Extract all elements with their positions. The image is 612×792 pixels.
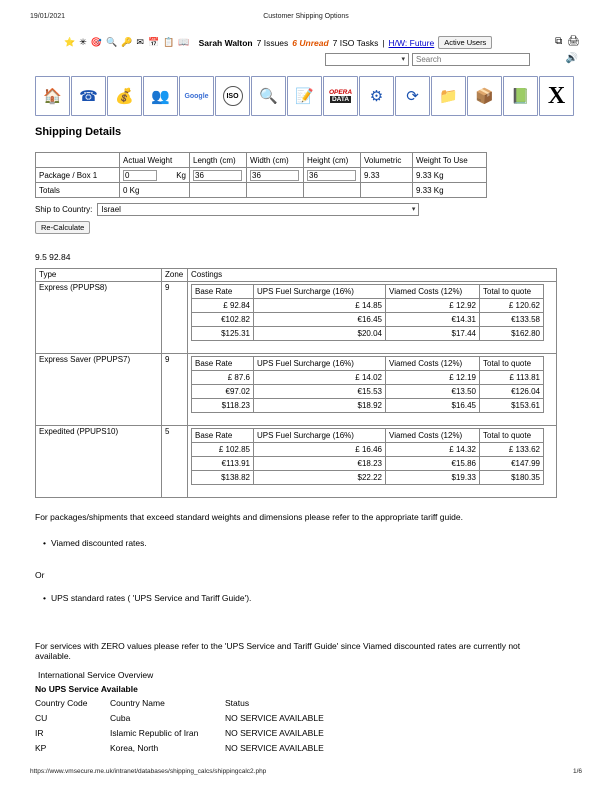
col-fuel-surcharge: UPS Fuel Surcharge (16%) [254, 357, 386, 371]
service-costings-cell [188, 426, 557, 498]
col-country-code: Country Code [35, 698, 88, 709]
book-icon[interactable]: 📖 [178, 37, 190, 47]
usd-row [192, 327, 544, 341]
service-costings-cell [188, 282, 557, 354]
settings-button[interactable] [359, 76, 394, 116]
cost-cell: €13.50 [386, 385, 480, 399]
money-icon: 💰 [115, 88, 134, 105]
cost-cell: £ 133.62 [480, 443, 544, 457]
package-row [36, 168, 487, 183]
notebook-icon: 📗 [511, 88, 530, 105]
page-number: 1/6 [572, 768, 582, 775]
active-users-button[interactable]: Active Users [438, 36, 492, 49]
cost-cell: $162.80 [480, 327, 544, 341]
costings-header-row [36, 269, 557, 282]
col-viamed-costs: Viamed Costs (12%) [386, 285, 480, 299]
issues-link[interactable]: 7 Issues [256, 37, 289, 48]
cost-cell: £ 92.84 [192, 299, 254, 313]
intl-service-overview: International Service Overview [38, 669, 154, 680]
key-icon[interactable]: 🔑 [121, 37, 133, 47]
service-costings-cell [188, 354, 557, 426]
cost-cell: €133.58 [480, 313, 544, 327]
shipping-button[interactable] [467, 76, 502, 116]
refresh-icon: ⟳ [406, 88, 419, 105]
gear-icon: ⚙ [369, 88, 384, 105]
actual-weight-cell [120, 168, 190, 183]
empty-cell [190, 183, 247, 198]
clipboard-icon[interactable]: 📋 [163, 37, 175, 47]
or-text: Or [35, 569, 45, 580]
country-row [35, 741, 405, 756]
cost-cell: €15.86 [386, 457, 480, 471]
col-viamed-costs: Viamed Costs (12%) [386, 357, 480, 371]
cost-cell: €102.82 [192, 313, 254, 327]
country-name: Cuba [110, 713, 131, 724]
star-icon[interactable]: ⭐ [64, 37, 76, 47]
document-button[interactable] [287, 76, 322, 116]
weight-to-use-value: 9.33 Kg [413, 168, 487, 183]
width-input[interactable] [250, 170, 299, 181]
eur-row [192, 313, 544, 327]
iso-button[interactable] [215, 76, 250, 116]
chevron-down-icon: ▾ [401, 56, 405, 63]
totals-weight-to-use: 9.33 Kg [413, 183, 487, 198]
shipping-header-row [36, 153, 487, 168]
cost-cell: $125.31 [192, 327, 254, 341]
ship-to-row [35, 203, 557, 216]
dart-icon[interactable]: 🎯 [90, 37, 102, 47]
empty-cell [361, 183, 413, 198]
gbp-row [192, 371, 544, 385]
totals-label: Totals [36, 183, 120, 198]
service-zone: 9 [162, 282, 188, 354]
opera-logo-bottom: DATA [331, 96, 350, 103]
iso-logo: ISO [223, 86, 243, 106]
country-code: KP [35, 743, 47, 754]
sound-icon-wrap [566, 53, 578, 64]
tariff-note: For packages/shipments that exceed standard weights and dimensions please refer to the appropriate tariff guide. [35, 512, 463, 522]
cost-cell: $18.92 [254, 399, 386, 413]
unread-link[interactable]: 6 Unread [292, 37, 329, 48]
page-content [35, 126, 557, 756]
cost-cell: £ 14.32 [386, 443, 480, 457]
gbp-row [192, 443, 544, 457]
magnifier-icon: 🔍 [259, 88, 278, 105]
cost-cell: $17.44 [386, 327, 480, 341]
service-zone: 5 [162, 426, 188, 498]
col-fuel-surcharge: UPS Fuel Surcharge (16%) [254, 429, 386, 443]
usd-row [192, 471, 544, 485]
print-footer [30, 768, 582, 775]
col-base-rate: Base Rate [192, 429, 254, 443]
google-button[interactable] [179, 76, 214, 116]
manual-button[interactable] [503, 76, 538, 116]
country-header-row [35, 696, 405, 711]
quick-select[interactable] [325, 53, 409, 66]
costings-inner-table [191, 428, 544, 485]
search-input[interactable] [412, 53, 530, 66]
col-length: Length (cm) [190, 153, 247, 168]
eur-row [192, 385, 544, 399]
actual-weight-input[interactable] [123, 170, 157, 181]
corner-cell [36, 153, 120, 168]
service-row-express-saver [36, 354, 557, 426]
col-zone: Zone [162, 269, 188, 282]
country-code: IR [35, 728, 44, 739]
eur-row [192, 457, 544, 471]
print-date: 19/01/2021 [30, 13, 66, 20]
col-viamed-costs: Viamed Costs (12%) [386, 429, 480, 443]
inner-header-row [192, 357, 544, 371]
ship-to-country-value: Israel [101, 205, 121, 214]
search-tool-button[interactable] [251, 76, 286, 116]
google-logo: Google [184, 92, 209, 100]
package-icon: 📦 [475, 88, 494, 105]
length-cell [190, 168, 247, 183]
cost-cell: £ 113.81 [480, 371, 544, 385]
hw-future-link[interactable]: H/W: Future [388, 37, 435, 48]
x-window-button[interactable] [539, 76, 574, 116]
ship-to-label: Ship to Country: [35, 205, 93, 214]
users-icon: 👥 [151, 88, 170, 105]
cost-cell: €113.91 [192, 457, 254, 471]
col-weight-to-use: Weight To Use [413, 153, 487, 168]
phone-directory-button[interactable] [71, 76, 106, 116]
cost-cell: £ 102.85 [192, 443, 254, 457]
document-icon: 📝 [295, 88, 314, 105]
col-total-quote: Total to quote [480, 285, 544, 299]
main-toolbar [35, 76, 574, 116]
reports-button[interactable] [431, 76, 466, 116]
country-status: NO SERVICE AVAILABLE [225, 743, 324, 754]
sound-icon[interactable]: 🔊 [565, 53, 578, 64]
col-width: Width (cm) [247, 153, 304, 168]
service-row-express [36, 282, 557, 354]
print-header [30, 13, 582, 23]
country-row [35, 726, 405, 741]
calendar-icon[interactable]: 📅 [147, 37, 160, 47]
costings-inner-table [191, 284, 544, 341]
cost-cell: £ 14.85 [254, 299, 386, 313]
service-type: Express Saver (PPUPS7) [36, 354, 162, 426]
folder-icon: 📁 [439, 88, 458, 105]
width-cell [247, 168, 304, 183]
cost-cell: £ 16.46 [254, 443, 386, 457]
col-country-name: Country Name [110, 698, 165, 709]
quick-search-bar [325, 53, 530, 66]
service-type: Expedited (PPUPS10) [36, 426, 162, 498]
height-cell [304, 168, 361, 183]
col-total-quote: Total to quote [480, 429, 544, 443]
mail-icon[interactable]: ✉ [136, 37, 144, 47]
bullet-viamed-rates: • Viamed discounted rates. [35, 538, 557, 548]
divider: | [382, 37, 385, 48]
inner-header-row [192, 429, 544, 443]
col-height: Height (cm) [304, 153, 361, 168]
cost-cell: €97.02 [192, 385, 254, 399]
totals-row [36, 183, 487, 198]
col-base-rate: Base Rate [192, 285, 254, 299]
package-label: Package / Box 1 [36, 168, 120, 183]
apps-icon[interactable]: ✳ [79, 37, 87, 47]
cost-cell: $180.35 [480, 471, 544, 485]
refresh-button[interactable] [395, 76, 430, 116]
no-service-heading: No UPS Service Available [35, 683, 138, 694]
volumetric-value: 9.33 [361, 168, 413, 183]
calc-debug-text: 9.5 92.84 [35, 252, 71, 262]
country-name: Korea, North [110, 743, 159, 754]
new-window-icon[interactable]: ⧉ [555, 36, 563, 47]
gbp-row [192, 299, 544, 313]
cost-cell: £ 120.62 [480, 299, 544, 313]
length-input[interactable] [193, 170, 242, 181]
costings-table [35, 268, 557, 498]
col-fuel-surcharge: UPS Fuel Surcharge (16%) [254, 285, 386, 299]
country-row [35, 711, 405, 726]
search-icon[interactable]: 🔍 [105, 37, 118, 47]
service-type: Express (PPUPS8) [36, 282, 162, 354]
cost-cell: €16.45 [254, 313, 386, 327]
col-total-quote: Total to quote [480, 357, 544, 371]
totals-weight: 0 Kg [120, 183, 190, 198]
cost-cell: £ 12.92 [386, 299, 480, 313]
user-name: Sarah Walton [198, 37, 253, 48]
empty-cell [247, 183, 304, 198]
chevron-down-icon: ▾ [411, 206, 416, 213]
cost-cell: €15.53 [254, 385, 386, 399]
no-service-table [35, 696, 405, 756]
country-status: NO SERVICE AVAILABLE [225, 728, 324, 739]
cost-cell: $16.45 [386, 399, 480, 413]
cost-cell: £ 14.02 [254, 371, 386, 385]
col-status: Status [225, 698, 250, 709]
col-actual-weight: Actual Weight [120, 153, 190, 168]
shipping-details-table [35, 152, 487, 198]
header-right-icons [555, 36, 580, 47]
col-base-rate: Base Rate [192, 357, 254, 371]
cost-cell: €126.04 [480, 385, 544, 399]
opera-data-button[interactable] [323, 76, 358, 116]
bullet-ups-rates: • UPS standard rates ( 'UPS Service and Tariff Guide'). [35, 593, 557, 603]
cost-cell: £ 12.19 [386, 371, 480, 385]
cost-cell: £ 87.6 [192, 371, 254, 385]
cost-cell: $19.33 [386, 471, 480, 485]
home-button[interactable] [35, 76, 70, 116]
weight-unit-label: Kg [176, 170, 186, 180]
inner-header-row [192, 285, 544, 299]
cost-cell: $138.82 [192, 471, 254, 485]
cost-cell: €147.99 [480, 457, 544, 471]
service-zone: 9 [162, 354, 188, 426]
cost-cell: $153.61 [480, 399, 544, 413]
phone-icon: ☎ [79, 88, 98, 105]
service-row-expedited [36, 426, 557, 498]
col-volumetric: Volumetric [361, 153, 413, 168]
country-status: NO SERVICE AVAILABLE [225, 713, 324, 724]
staff-button[interactable] [143, 76, 178, 116]
recalculate-button[interactable]: Re-Calculate [35, 221, 90, 234]
cost-cell: €14.31 [386, 313, 480, 327]
print-title: Customer Shipping Options [263, 13, 349, 20]
page-heading: Shipping Details [35, 126, 122, 138]
country-name: Islamic Republic of Iran [110, 728, 199, 739]
x-logo: X [547, 83, 566, 109]
usd-row [192, 399, 544, 413]
country-code: CU [35, 713, 48, 724]
empty-cell [304, 183, 361, 198]
print-icon[interactable]: 🖨 [567, 36, 580, 47]
col-costings: Costings [188, 269, 557, 282]
ship-to-country-select[interactable] [97, 203, 419, 216]
costings-inner-table [191, 356, 544, 413]
height-input[interactable] [307, 170, 356, 181]
cost-cell: $118.23 [192, 399, 254, 413]
print-url: https://www.vmsecure.me.uk/intranet/databases/shipping_calcs/shippingcalc2.php [30, 768, 267, 775]
cost-cell: $20.04 [254, 327, 386, 341]
col-type: Type [36, 269, 162, 282]
home-icon: 🏠 [43, 88, 62, 105]
finance-button[interactable] [107, 76, 142, 116]
user-toolbar [64, 36, 492, 49]
cost-cell: $22.22 [254, 471, 386, 485]
iso-tasks-link[interactable]: 7 ISO Tasks [332, 37, 379, 48]
zero-values-note: For services with ZERO values please refer to the 'UPS Service and Tariff Guide' since Viamed discounted rates are currently not available. [35, 640, 521, 662]
opera-logo-top: OPERA [328, 89, 353, 96]
cost-cell: €18.23 [254, 457, 386, 471]
